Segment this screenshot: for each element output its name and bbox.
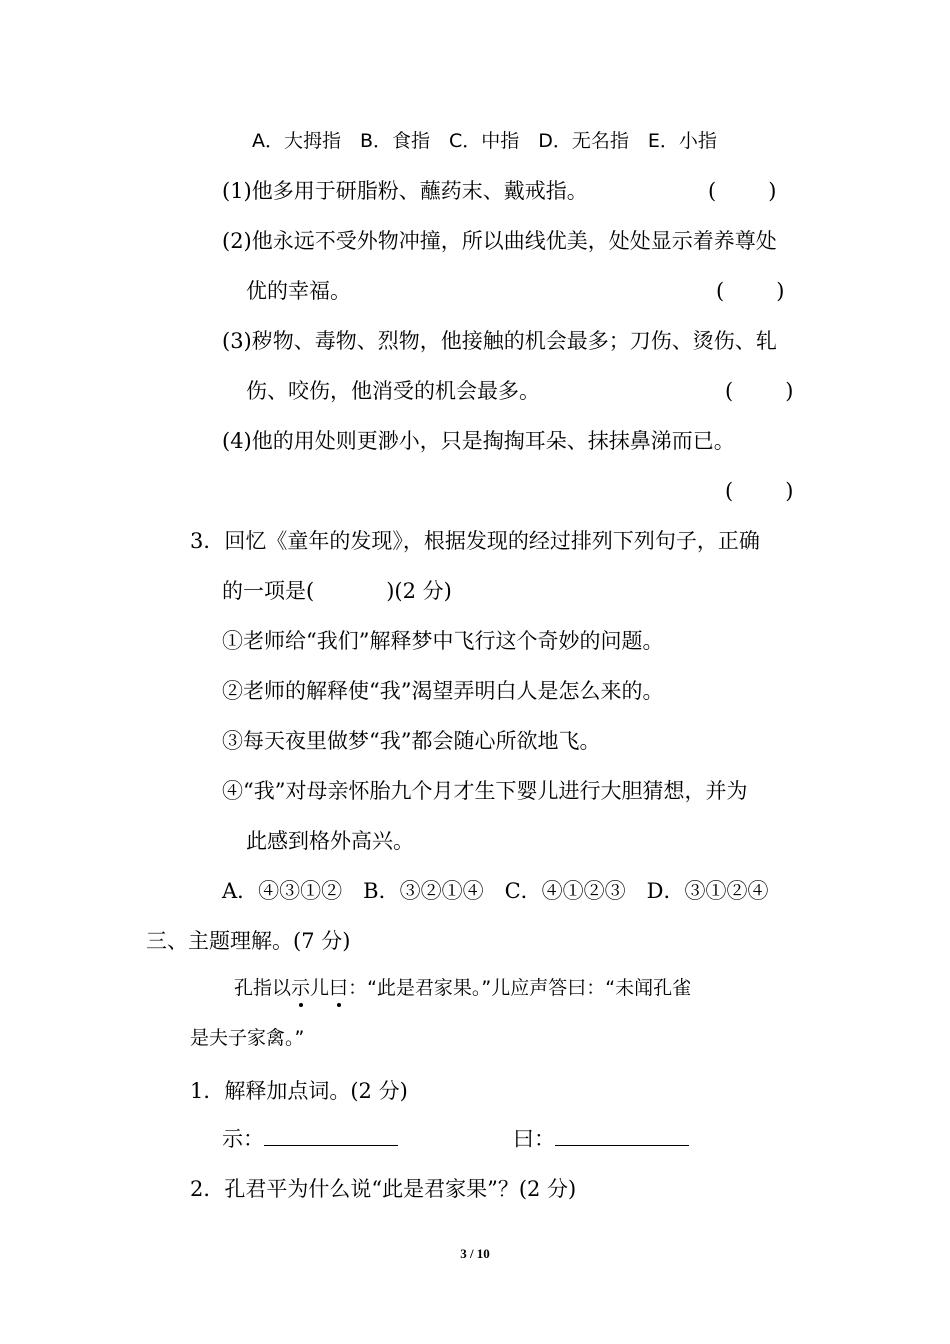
- q3-stem-line-2: [222, 578, 452, 604]
- q3-stem-suffix: )(2 分): [386, 579, 452, 603]
- q3-sentence-4-line-1: ④“我”对母亲怀胎九个月才生下婴儿进行大胆猜想，并为: [222, 779, 748, 803]
- answer-row-2: [513, 1126, 689, 1152]
- q2-item-1: (1)他多用于研脂粉、蘸药末、戴戒指。: [222, 179, 588, 203]
- q2-item-2-line-2: 优的幸福。: [246, 279, 351, 303]
- q2-options: A．大拇指 B．食指 C．中指 D．无名指 E．小指: [252, 130, 717, 152]
- passage-text: 儿: [310, 977, 330, 999]
- s3-question-1: 1．解释加点词。(2 分): [190, 1079, 408, 1103]
- q3-stem-line-1: 3．回忆《童年的发现》，根据发现的经过排列下列句子，正确: [190, 529, 760, 553]
- passage-text: 孔指以: [234, 977, 292, 999]
- q2-item-3-line-1: (3)秽物、毒物、烈物，他接触的机会最多；刀伤、烫伤、轧: [222, 329, 777, 353]
- section-3-title: 三、主题理解。(7 分): [146, 929, 351, 953]
- answer-paren-4: ( ): [725, 479, 794, 503]
- q3-stem-prefix: 的一项是(: [222, 579, 315, 603]
- answer-paren-3: ( ): [725, 379, 794, 403]
- dotted-word-shi: 示: [291, 977, 311, 999]
- q2-item-3-line-2: 伤、咬伤，他消受的机会最多。: [246, 379, 540, 403]
- passage-line-1: [234, 975, 691, 1001]
- passage-text: ：“此是君家果。”儿应声答曰：“未闻孔雀: [348, 977, 692, 999]
- label-shi: 示：: [222, 1127, 264, 1151]
- answer-blank-shi[interactable]: [264, 1127, 398, 1146]
- q3-sentence-4-line-2: 此感到格外高兴。: [246, 829, 414, 853]
- page-number: 3 / 10: [460, 1246, 490, 1261]
- q3-sentence-3: ③每天夜里做梦“我”都会随心所欲地飞。: [222, 729, 601, 753]
- q2-item-2-line-1: (2)他永远不受外物冲撞，所以曲线优美，处处显示着养尊处: [222, 229, 777, 253]
- q3-sentence-2: ②老师的解释使“我”渴望弄明白人是怎么来的。: [222, 679, 664, 703]
- q3-sentence-1: ①老师给“我们”解释梦中飞行这个奇妙的问题。: [222, 629, 664, 653]
- answer-row: [222, 1126, 398, 1152]
- s3-question-2: 2．孔君平为什么说“此是君家果”？(2 分): [190, 1177, 577, 1201]
- label-yue: 曰：: [513, 1127, 555, 1151]
- answer-blank-yue[interactable]: [555, 1127, 689, 1146]
- passage-line-2: 是夫子家禽。”: [190, 1027, 305, 1049]
- answer-paren-1: ( ): [708, 179, 777, 203]
- q3-options: A．④③①② B．③②①④ C．④①②③ D．③①②④: [222, 879, 769, 903]
- dotted-word-yue: 曰: [329, 977, 349, 999]
- q2-item-4: (4)他的用处则更渺小，只是掏掏耳朵、抹抹鼻涕而已。: [222, 429, 735, 453]
- answer-paren-2: ( ): [716, 279, 785, 303]
